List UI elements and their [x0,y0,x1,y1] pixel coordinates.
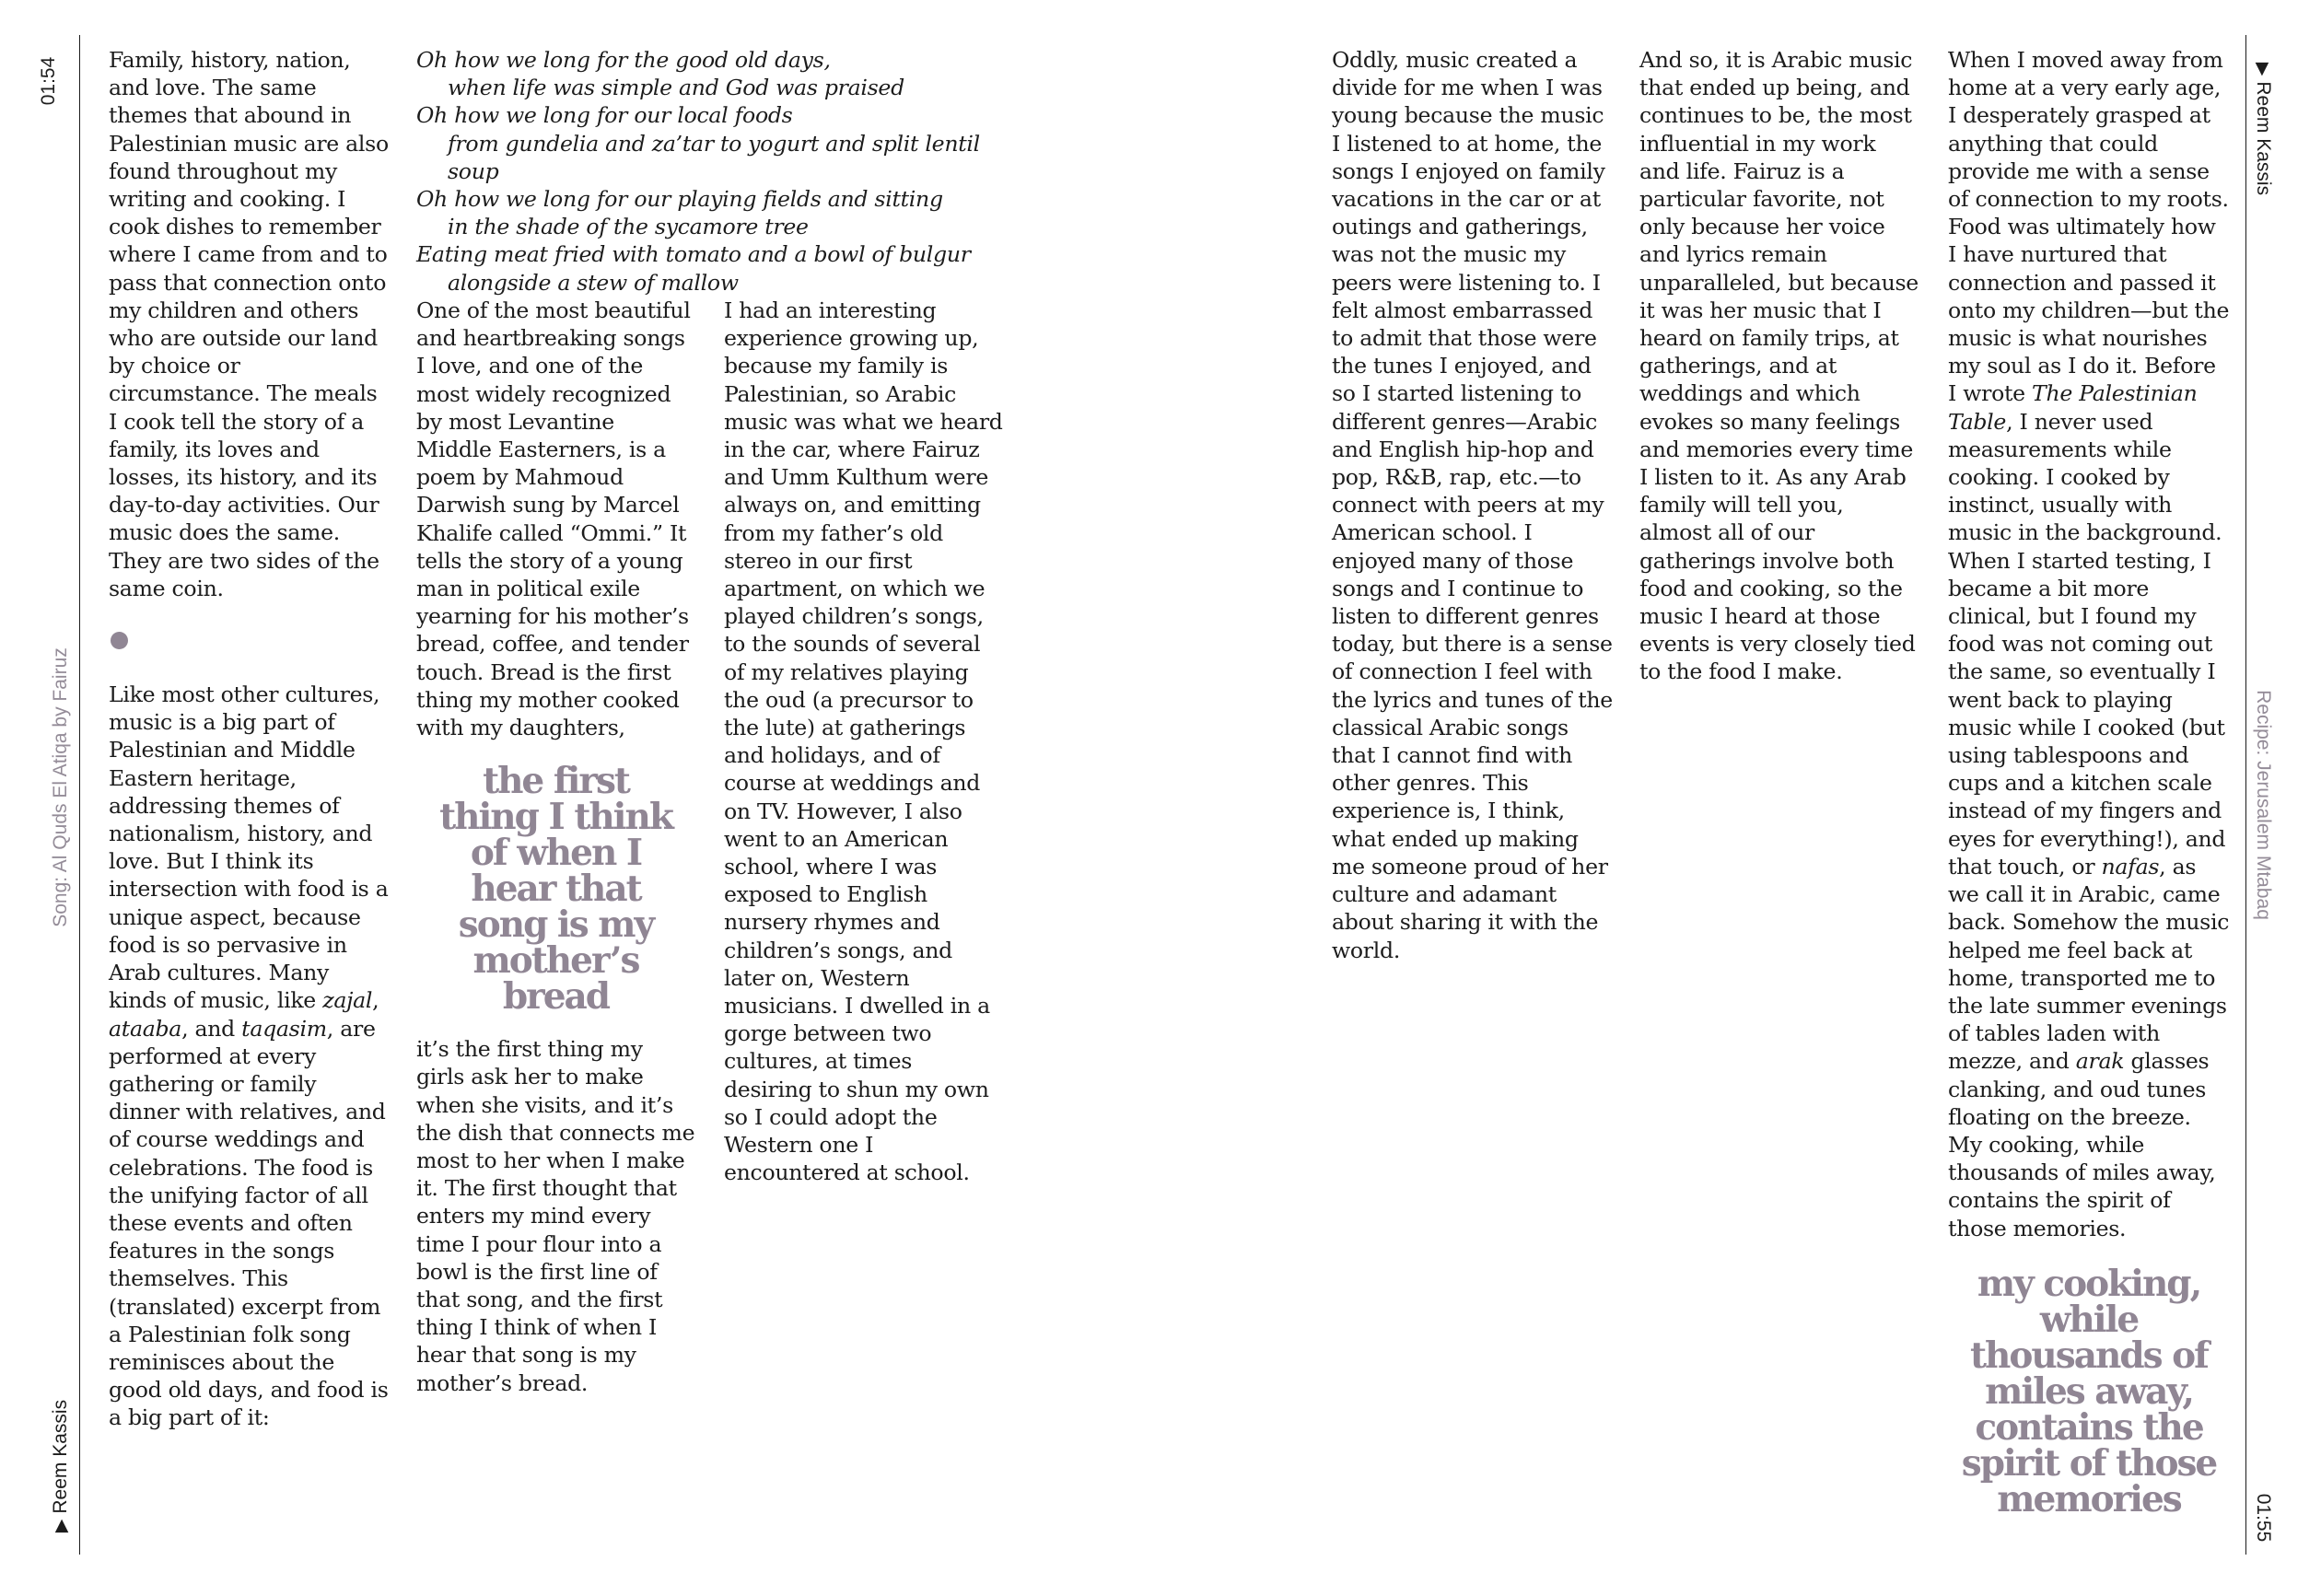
verse-line: from gundelia and za’tar to yogurt and split lentil soup [448,130,980,184]
right-margin-rule [2245,35,2246,1555]
pull-quote: the first thing I think of when I hear that song is my mother’s bread [439,760,672,1019]
recipe-credit: Recipe: Jerusalem Mtabaq [2253,690,2274,920]
column-1 [109,46,390,1432]
author-name-right [2252,63,2274,195]
column-5 [1639,46,1921,686]
verse-line: in the shade of the sycamore tree [448,214,809,240]
paragraph: Family, history, nation, and love. The same themes that abound in Palestinian music are also found throughout my writing and cooking. I cook dishes to remember where I came from and to pass that connection onto my children and others who are outside our land by choice or circumstance. The meals I cook tell the story of a family, its loves and losses, its history, and its day-to-day activities. Our music does the same. They are two sides of the same coin. [109,47,389,601]
book-title: The Palestinian Table [1948,380,2198,435]
verse-line: Eating meat fried with tomato and a bowl of bulgur [416,241,971,268]
author-name-right-label: Reem Kassis [2253,81,2274,196]
paragraph: When I moved away from home at a very early age, I desperately grasped at anything that could provide me with a sense of connection to my roots. Food was ultimately how I have nurtured that connection and passed it onto my children—but the music is what nourishes my soul as I do it. Before I wrote The Palestinian Table, I never used measurements while cooking. I cooked by instinct, usually with music in the background. When I started testing, I became a bit more clinical, but I found my food was not coming out the same, so eventually I went back to playing music while I cooked (but using tablespoons and cups and a kitchen scale instead of my fingers and eyes for everything!), and that touch, or nafas, as we call it in Arabic, came back. Somehow the music helped me feel back at home, transported me to the late summer evenings of tables laden with mezze, and arak glasses clanking, and oud tunes floating on the breeze. My cooking, while thousands of miles away, contains the spirit of those memories. [1948,47,2230,1241]
paragraph: And so, it is Arabic music that ended up being, and continues to be, the most influential in my work and life. Fairuz is a particular favorite, not only because her voice and lyrics remain unparalleled, but because it was her music that I heard on family trips, at gatherings, and at weddings and which evokes so many feelings and memories every time I listen to it. As any Arab family will tell you, almost all of our gatherings involve both food and cooking, so the music I heard at those events is very closely tied to the food I make. [1639,47,1919,685]
verse-line: Oh how we long for the good old days, [416,47,831,73]
page-number-left-label: 01:54 [38,56,59,106]
section-divider-dot [111,632,128,649]
page-number-right: 01:55 [2253,1493,2274,1543]
verse-line: Oh how we long for our local foods [416,102,793,129]
column-6 [1948,46,2230,1538]
column-3 [724,297,1006,1187]
author-name-left [50,1400,72,1532]
folk-song-excerpt [416,46,1006,297]
triangle-marker-icon: ▶ [2253,62,2272,76]
music-term: taqasim [241,1015,327,1042]
verse-line: alongside a stew of mallow [448,269,739,296]
triangle-marker-icon: ▶ [52,1519,71,1533]
paragraph: One of the most beautiful and heartbreaking songs I love, and one of the most widely recognized by most Levantine Middle Easterners, is a poem by Mahmoud Darwish sung by Marcel Khalife called “Ommi.” It tells the story of a young man in political exile yearning for his mother’s bread, coffee, and tender touch. Bread is the first thing my mother cooked with my daughters, [416,297,691,741]
pull-quote: my cooking, while thousands of miles away, contains the spirit of those memories [1961,1262,2217,1520]
paragraph: I had an interesting experience growing up, because my family is Palestinian, so Arabic music was what we heard in the car, where Fairuz and Umm Kulthum were always on, and emitting from my father’s old stereo in our first apartment, on which we played children’s songs, to the sounds of several of my relatives playing the oud (a precursor to the lute) at gatherings and holidays, and of course at weddings and on TV. However, I also went to an American school, where I was exposed to English nursery rhymes and children’s songs, and later on, Western musicians. I dwelled in a gorge between two cultures, at times desiring to shun my own so I could adopt the Western one I encountered at school. [724,297,1003,1186]
verse-line: Oh how we long for our playing fields and sitting [416,186,943,213]
music-term: zajal [322,987,373,1014]
column-2 [416,297,695,1397]
paragraph: Oddly, music created a divide for me when I was young because the music I listened to at home, the songs I enjoyed on family vacations in the car or at outings and gatherings, was not the music my peers were listening to. I felt almost embarrassed to admit that those were the tunes I enjoyed, and so I started listening to different genres—Arabic and English hip-hop and pop, R&B, rap, etc.—to connect with peers at my American school. I enjoyed many of those songs and I continue to listen to different genres today, but there is a sense of connection I feel with the lyrics and tunes of the classical Arabic songs that I cannot find with other genres. This experience is, I think, what ended up making me someone proud of her culture and adamant about sharing it with the world. [1332,47,1613,963]
column-4 [1332,46,1614,964]
left-margin-rule [79,35,80,1555]
arabic-term: nafas [2101,853,2160,880]
paragraph: it’s the first thing my girls ask her to make when she visits, and it’s the dish that connects me most to her when I make it. The first thought that enters my mind every time I pour flour into a bowl is the first line of that song, and the first thing I think of when I hear that song is my mother’s bread. [416,1036,695,1396]
music-term: ataaba [109,1015,182,1042]
paragraph: Like most other cultures, music is a big part of Palestinian and Middle Eastern heritage, addressing themes of nationalism, history, and love. But I think its intersection with food is a unique aspect, because food is so pervasive in Arab cultures. Many kinds of music, like zajal, ataaba, and taqasim, are performed at every gathering or family dinner with relatives, and of course weddings and celebrations. The food is the unifying factor of all these events and often features in the songs themselves. This (translated) excerpt from a Palestinian folk song reminisces about the good old days, and food is a big part of it: [109,682,389,1431]
author-name-left-label: Reem Kassis [50,1399,71,1514]
verse-line: when life was simple and God was praised [448,75,904,101]
arabic-term: arak [2075,1048,2125,1075]
song-credit: Song: Al Quds El Atiqa by Fairuz [50,647,71,927]
